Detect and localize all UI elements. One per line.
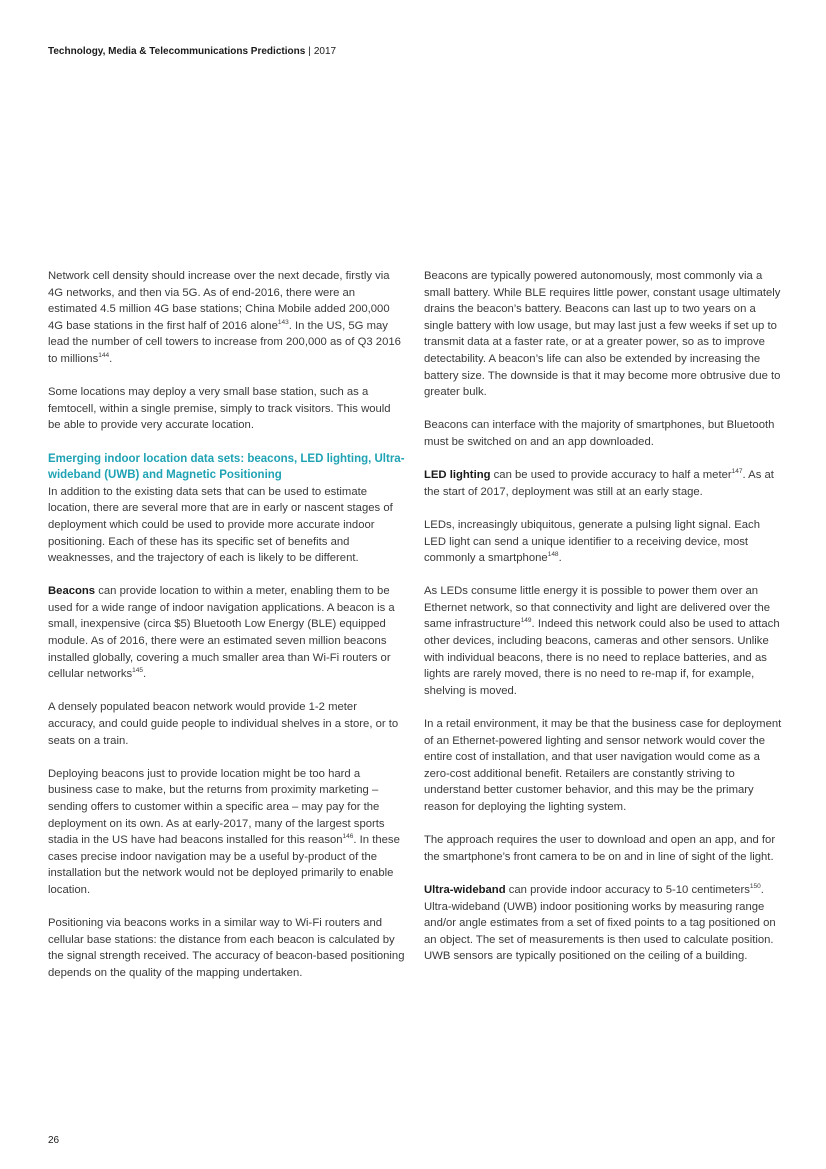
footnote-ref-149: 149 xyxy=(520,617,532,625)
footnote-ref-144: 144 xyxy=(98,351,110,359)
term-led-lighting: LED lighting xyxy=(424,469,491,482)
term-beacons: Beacons xyxy=(48,585,96,598)
paragraph-app-requirement: The approach requires the user to download and open an app, and for the smartphone’s front camera to be on and in line of sight of the light. xyxy=(424,834,776,863)
footnote-ref-146: 146 xyxy=(342,833,354,841)
paragraph-led-lighting: LED lighting can be used to provide accuracy to half a meter$^{147}$. As at the start of 2017, deployment was still at an early stage. xyxy=(424,468,774,498)
paragraph-cell-density: Network cell density should increase over the next decade, firstly via 4G networks, and then via 5G. As of end-2016, there were an estimated 4.5 million 4G base stations; China Mobile added 200,000 4G base stations in the first half of 2016 alone$^{143}$. In the US, 5G may lead the number of cell towers to increase from 200,000 as of Q3 2016 to millions$^{144}$. xyxy=(48,270,401,365)
page-number: 26 xyxy=(48,1135,60,1146)
left-column xyxy=(48,268,406,982)
paragraph-beacon-positioning: Positioning via beacons works in a similar way to Wi-Fi routers and cellular base stations: the distance from each beacon is calculated by the signal strength received. The accuracy of beacon-based positioning depends on the quality of the mapping undertaken. xyxy=(48,917,405,979)
footnote-ref-145: 145 xyxy=(132,667,143,675)
header-title: Technology, Media & Telecommunications Predictions xyxy=(48,46,306,57)
paragraph-retail-environment: In a retail environment, it may be that the business case for deployment of an Ethernet-powered lighting and sensor network would cover the entire cost of installation, and that user navigation would come as a zero-cost additional benefit. Retailers are constantly striving to understand better customer behavior, and this may be the primary reason for deploying the lighting system. xyxy=(424,718,782,813)
paragraph-beacon-network-accuracy: A densely populated beacon network would provide 1-2 meter accuracy, and could guide people to individual shelves in a store, or to seats on a train. xyxy=(48,701,399,747)
right-column xyxy=(424,268,782,965)
header-separator: | xyxy=(308,46,311,57)
footnote-ref-147: 147 xyxy=(731,468,743,476)
section-heading: Emerging indoor location data sets: beacons, LED lighting, Ultra-wideband (UWB) and Magnetic Positioning xyxy=(48,452,405,482)
paragraph-femtocell: Some locations may deploy a very small base station, such as a femtocell, within a single premise, simply to track visitors. This would be able to provide very accurate location. xyxy=(48,386,391,432)
paragraph-beacon-smartphones: Beacons can interface with the majority of smartphones, but Bluetooth must be switched on and an app downloaded. xyxy=(424,419,775,448)
paragraph-led-signal: LEDs, increasingly ubiquitous, generate a pulsing light signal. Each LED light can send a unique identifier to a receiving device, most commonly a smartphone$^{148}$. xyxy=(424,518,760,565)
paragraph-existing-data-sets: In addition to the existing data sets that can be used to estimate location, there are several more that are in early or nascent stages of deployment which could be used to provide more accurate indoor positioning. Each of these has its specific set of benefits and weaknesses, and the trajectory of each is likely to be different. xyxy=(48,485,393,565)
paragraph-proximity-marketing: Deploying beacons just to provide location might be too hard a business case to make, but the returns from proximity marketing – sending offers to customer within a specific area – may pay for the deployment on its own. As at early-2017, many of the largest sports stadia in the US have had beacons installed for this reason$^{146}$. In these cases precise indoor navigation may be a useful by-product of the installation but the network would not be deployed primarily to enable location. xyxy=(48,767,400,896)
footnote-ref-143: 143 xyxy=(277,318,289,326)
paragraph-ultra-wideband: Ultra-wideband can provide indoor accuracy to 5-10 centimeters$^{150}$. Ultra-wideband (UWB) indoor positioning works by measuring range and/or angle estimates from a set of fixed points to a tag positioned on an object. The set of measurements is then used to calculate position. UWB sensors are typically positioned on the ceiling of a building. xyxy=(424,882,776,963)
paragraph-led-ethernet: As LEDs consume little energy it is possible to power them over an Ethernet network, so that connectivity and light are delivered over the same infrastructure$^{149}$. Indeed this network could also be used to attach other devices, including beacons, cameras and other sensors. Unlike with individual beacons, there is no need to replace batteries, and as lights are rarely moved, there is no need to re-map if, for example, shelving is moved. xyxy=(424,585,780,697)
footnote-ref-148: 148 xyxy=(547,551,559,559)
header-year: 2017 xyxy=(313,46,337,57)
footnote-ref-150: 150 xyxy=(749,882,761,890)
term-ultra-wideband: Ultra-wideband xyxy=(424,883,506,896)
paragraph-beacons: Beacons can provide location to within a meter, enabling them to be used for a wide range of indoor navigation applications. A beacon is a small, inexpensive (circa $5) Bluetooth Low Energy (BLE) equipped module. As of 2016, there were an estimated seven million beacons installed globally, covering a much smaller area than Wi-Fi routers or cellular networks$^{145}$. xyxy=(48,585,395,681)
paragraph-beacon-power: Beacons are typically powered autonomously, most commonly via a small battery. While BLE requires little power, constant usage ultimately drains the beacon’s battery. Beacons can last up to two years on a single battery with low usage, but may last just a few weeks if set up to transmit data at a faster rate, or at a greater power, so as to improve detectability. A beacon’s life can also be extended by increasing the battery size. The downside is that it may become more obtrusive due to greater bulk. xyxy=(424,270,781,399)
page-header xyxy=(48,46,336,57)
